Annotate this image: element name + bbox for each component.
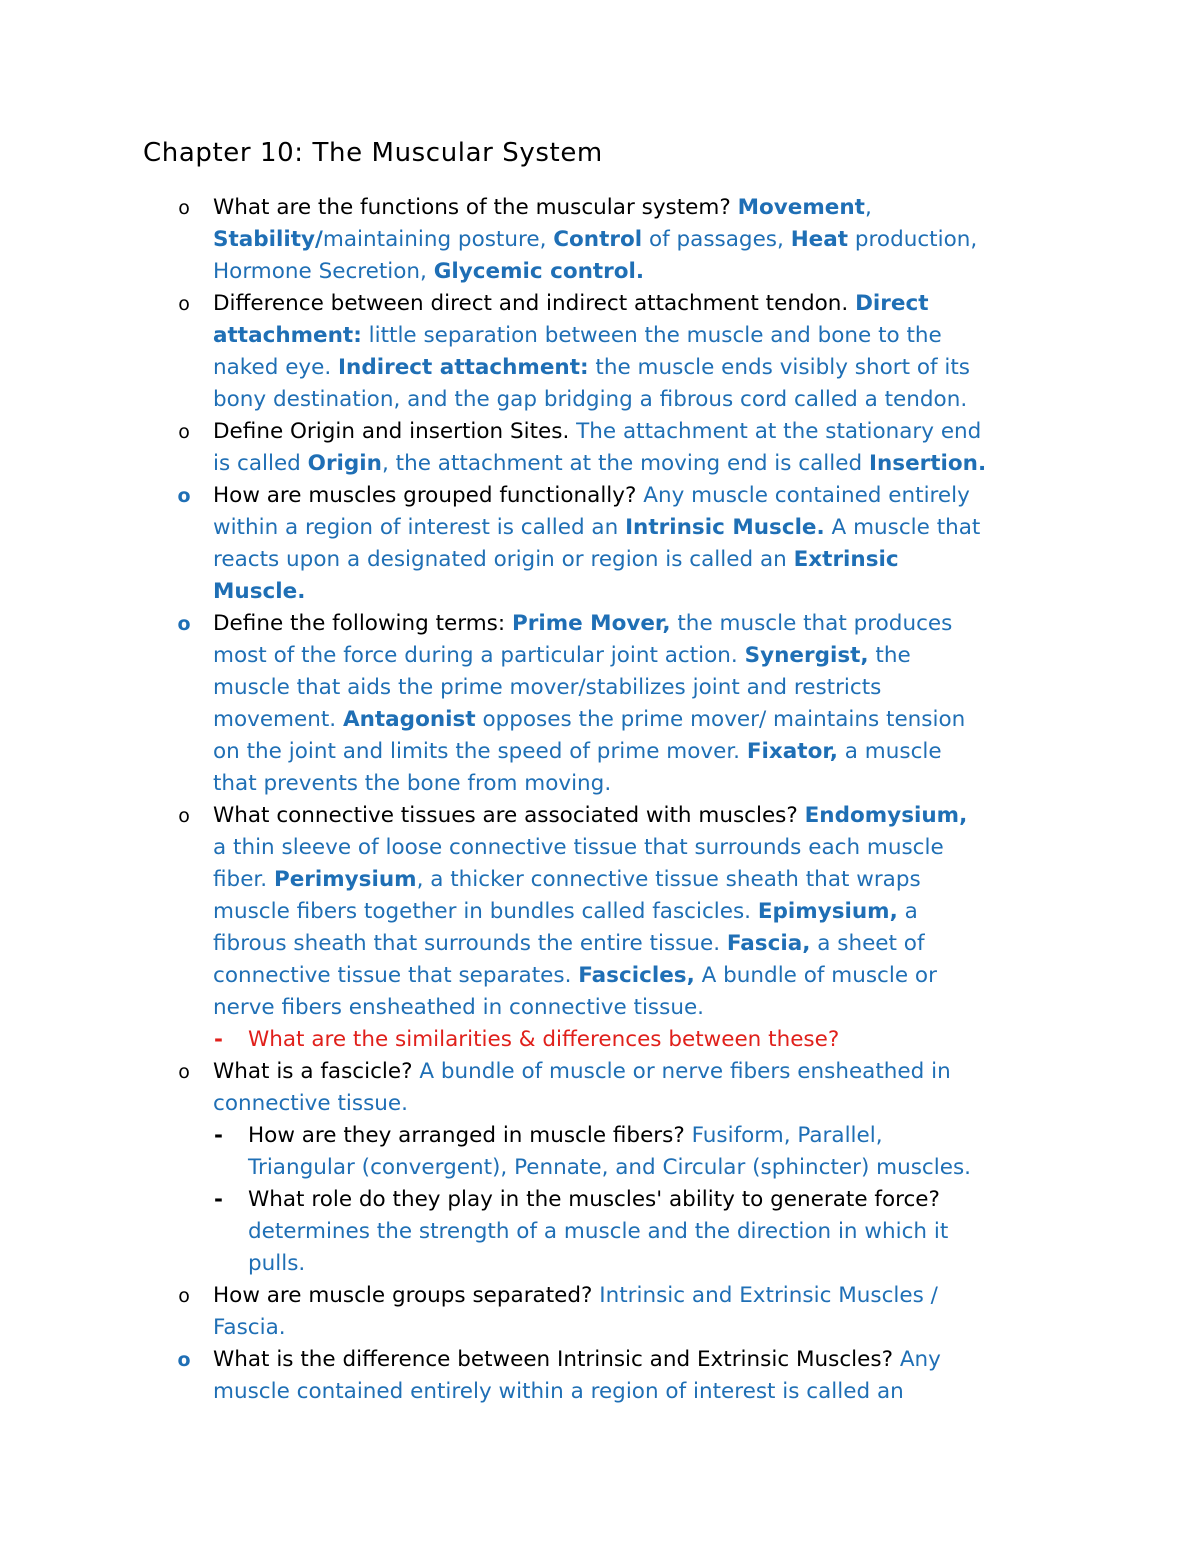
answer-text: Insertion. [868,451,987,476]
list-item [0,1280,1073,1344]
answer-text: A bundle of muscle or [694,963,937,988]
question-text: What is a fascicle? [213,1059,420,1084]
bullet-icon: o [178,197,190,219]
answer-text: Triangular (convergent), Pennate, and Circular (sphincter) muscles. [248,1155,971,1180]
sub-list-item [0,1120,1088,1184]
bullet-icon: o [177,485,191,507]
answer-text: movement. [213,707,343,732]
text-line [213,1376,1073,1408]
answer-text: Prime Mover, [511,611,671,636]
answer-text: of passages, [642,227,791,252]
answer-text: Direct [855,291,929,316]
answer-text: muscle fibers together in bundles called fascicles. [213,899,758,924]
answer-text: opposes the prime mover/ maintains tension [475,707,966,732]
highlight-text: What are the similarities & differences between these? [248,1027,840,1052]
sub-list-item [0,1024,1088,1056]
answer-text: Fascia. [213,1315,286,1340]
text-line [213,576,1073,608]
answer-text: Fascicles, [578,963,695,988]
text-line [213,896,1073,928]
text-line [248,1216,1088,1248]
list-item [0,608,1073,800]
text-line [213,384,1073,416]
text-line [248,1120,1088,1152]
answer-text: , [864,195,872,220]
text-line [213,448,1073,480]
answer-text: fiber. [213,867,274,892]
text-line [213,416,1073,448]
answer-text: The attachment at the stationary end [576,419,982,444]
answer-text: a [897,899,918,924]
answer-text: Origin [307,451,382,476]
text-line [213,704,1073,736]
text-line [213,992,1073,1024]
answer-text: maintaining posture, [322,227,554,252]
question-list [0,192,1200,1408]
answer-text: the [868,643,911,668]
answer-text: Antagonist [342,707,476,732]
answer-text: the muscle ends visibly short of its [588,355,971,380]
answer-text: connective tissue. [213,1091,408,1116]
page-title: Chapter 10: The Muscular System [143,138,603,168]
answer-text: Glycemic control. [433,259,645,284]
answer-text: Epimysium, [757,899,898,924]
list-item [0,416,1073,480]
question-text: What is the difference between Intrinsic and Extrinsic Muscles? [213,1347,900,1372]
answer-text: muscle that aids the prime mover/stabilizes joint and restricts [213,675,882,700]
question-text: What role do they play in the muscles' ability to generate force? [248,1187,940,1212]
answer-text: is called [213,451,308,476]
sub-list-item [0,1184,1088,1280]
text-line [213,736,1073,768]
answer-text: Fusiform, Parallel, [691,1123,883,1148]
text-line [248,1152,1088,1184]
answer-text: within a region of interest is called an [213,515,626,540]
answer-text: Heat [790,227,849,252]
dash-icon: - [214,1027,223,1052]
list-item [0,288,1073,416]
bullet-icon: o [178,805,190,827]
list-item [0,192,1073,288]
list-item [0,480,1073,608]
answer-text: on the joint and limits the speed of prime mover. [213,739,747,764]
list-item [0,1056,1073,1120]
answer-text: determines the strength of a muscle and the direction in which it [248,1219,949,1244]
answer-text: , the attachment at the moving end is called [382,451,869,476]
answer-text: Indirect attachment: [338,355,589,380]
answer-text: Any [899,1347,941,1372]
text-line [213,928,1073,960]
text-line [213,608,1073,640]
answer-text: naked eye. [213,355,339,380]
answer-text: a muscle [837,739,942,764]
bullet-icon: o [178,1061,190,1083]
text-line [213,1056,1073,1088]
answer-text: , a thicker connective tissue sheath that wraps [416,867,921,892]
answer-text: Extrinsic [793,547,899,572]
answer-text: attachment: [213,323,362,348]
answer-text: Movement [737,195,865,220]
question-text: How are they arranged in muscle fibers? [248,1123,692,1148]
text-line [213,800,1073,832]
dash-icon: - [214,1187,223,1212]
text-line [213,480,1073,512]
answer-text: Hormone Secretion, [213,259,434,284]
text-line [213,352,1073,384]
answer-text: Fascia, [726,931,811,956]
question-text: Define Origin and insertion Sites. [213,419,577,444]
answer-text: Any muscle contained entirely [643,483,970,508]
bullet-icon: o [177,1349,191,1371]
text-line [213,288,1073,320]
answer-text: Stability/ [213,227,323,252]
question-text: Difference between direct and indirect attachment tendon. [213,291,856,316]
answer-text: production, [848,227,978,252]
text-line [213,640,1073,672]
question-text: What are the functions of the muscular system? [213,195,738,220]
answer-text: A muscle that [824,515,981,540]
answer-text: reacts upon a designated origin or region is called an [213,547,794,572]
text-line [213,320,1073,352]
list-item [0,1344,1073,1408]
text-line [213,1344,1073,1376]
text-line [213,1312,1073,1344]
text-line [213,864,1073,896]
text-line [213,832,1073,864]
text-line [213,256,1073,288]
answer-text: Muscle. [213,579,306,604]
answer-text: Fixator, [746,739,838,764]
text-line [213,1280,1073,1312]
text-line [248,1184,1088,1216]
answer-text: Intrinsic Muscle. [625,515,825,540]
text-line [213,768,1073,800]
answer-text: muscle contained entirely within a region of interest is called an [213,1379,904,1404]
text-line [213,960,1073,992]
bullet-icon: o [177,613,191,635]
answer-text: that prevents the bone from moving. [213,771,612,796]
answer-text: Synergist, [744,643,869,668]
answer-text: most of the force during a particular joint action. [213,643,745,668]
answer-text: Intrinsic and Extrinsic Muscles / [599,1283,938,1308]
answer-text: connective tissue that separates. [213,963,579,988]
answer-text: a thin sleeve of loose connective tissue that surrounds each muscle [213,835,944,860]
answer-text: A bundle of muscle or nerve fibers ensheathed in [419,1059,951,1084]
text-line [213,1088,1073,1120]
bullet-icon: o [178,293,190,315]
text-line [213,512,1073,544]
answer-text: Endomysium, [804,803,968,828]
bullet-icon: o [178,1285,190,1307]
question-text: How are muscle groups separated? [213,1283,600,1308]
answer-text: a sheet of [810,931,925,956]
answer-text: the muscle that produces [670,611,953,636]
list-item [0,800,1073,1024]
answer-text: Perimysium [273,867,417,892]
text-line [213,224,1073,256]
answer-text: bony destination, and the gap bridging a fibrous cord called a tendon. [213,387,968,412]
bullet-icon: o [178,421,190,443]
question-text: How are muscles grouped functionally? [213,483,644,508]
answer-text: nerve fibers ensheathed in connective tissue. [213,995,705,1020]
text-line [213,672,1073,704]
text-line [248,1024,1088,1056]
question-text: Define the following terms: [213,611,512,636]
question-text: What connective tissues are associated with muscles? [213,803,805,828]
text-line [248,1248,1088,1280]
answer-text: pulls. [248,1251,306,1276]
text-line [213,544,1073,576]
text-line [213,192,1073,224]
answer-text: fibrous sheath that surrounds the entire tissue. [213,931,727,956]
answer-text: Control [553,227,643,252]
dash-icon: - [214,1123,223,1148]
answer-text: little separation between the muscle and bone to the [361,323,942,348]
